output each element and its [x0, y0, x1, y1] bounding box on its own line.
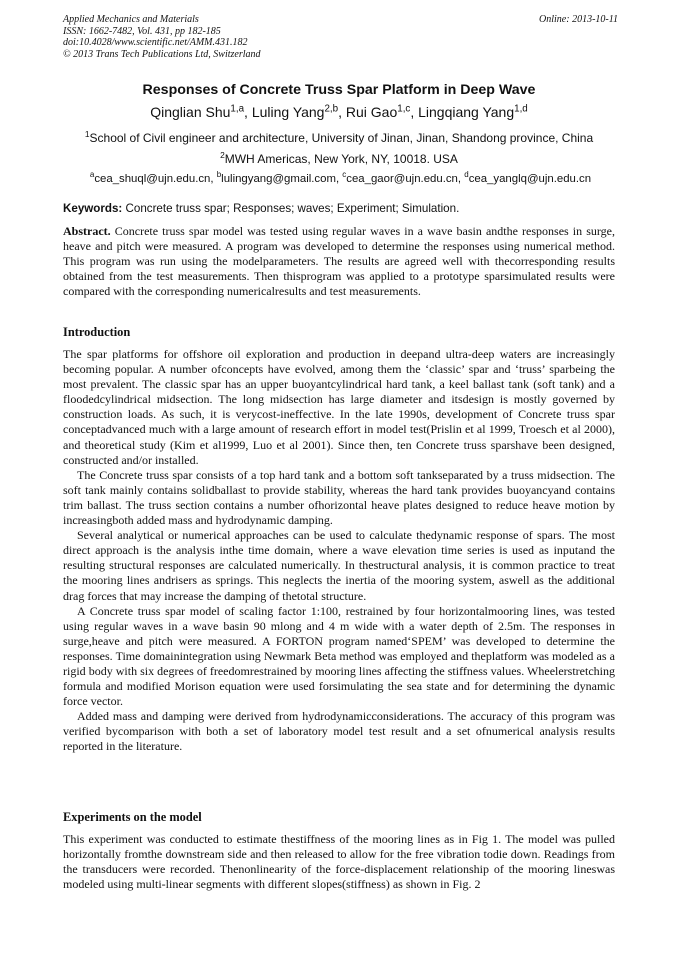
author [346, 104, 418, 120]
section-heading-experiments: Experiments on the model [63, 810, 202, 824]
email-sep: , [335, 173, 343, 185]
author [418, 104, 528, 120]
paragraph: The spar platforms for offshore oil exploration and production in deepand ultra-deep waters are increasingly becoming popular. A number ofconcepts have evolved, among them the ‘classic’ spar and ‘truss’ sparbeing the most prevalent. The classic spar has an upper buoyantcylindrical hard tank, a keel ballast tank (soft tank) and a floodedcylindrical midsection. The long midsection has large diameter and itsdesign is mostly governed by construction loads. As such, it is verycost-ineffective. In the late 1990s, development of Concrete truss spar conceptadvanced much with a large amount of research effort in model test(Prislin et al 1999, Troesch et al 2000), and theoretical study (Kim et al1999, Luo et al 2001). Since then, ten Concrete truss sparshave been designed, constructed and/or installed. [63, 347, 615, 467]
email-sup: d [464, 170, 469, 180]
email-address: cea_gaor@ujn.edu.cn [346, 173, 458, 185]
author-sup: 1,d [514, 103, 528, 115]
journal-name: Applied Mechanics and Materials [63, 14, 199, 25]
paper-title: Responses of Concrete Truss Spar Platform in Deep Wave [142, 82, 536, 98]
email[interactable] [89, 170, 211, 185]
author-name: Qinglian Shu [150, 104, 231, 120]
abstract-text: Concrete truss spar model was tested using regular waves in a wave basin andthe responses in surge, heave and pitch were measured. A program was developed to determine the responses using numerical method. This program was run using the modelparameters. The results are agreed well with thecorresponding results obtained from the test measurements. Then thisprogram was applied to a prototype sparsimulated results were compared with the corresponding numericalresults and test measurements. [63, 224, 615, 299]
author-sup: 1,c [397, 103, 411, 115]
email-sup: b [216, 170, 222, 180]
keywords-label: Keywords: [63, 202, 123, 215]
email-sep: , [457, 173, 465, 185]
email-sup: a [89, 170, 95, 180]
affiliation-1 [0, 131, 678, 145]
author-name: Rui Gao [345, 104, 398, 120]
issn-line: ISSN: 1662-7482, Vol. 431, pp 182-185 [63, 25, 221, 37]
experiments-body [63, 832, 615, 892]
keywords-text: Concrete truss spar; Responses; waves; Experiment; Simulation. [122, 202, 460, 215]
email-address: cea_shuql@ujn.edu.cn [94, 173, 211, 185]
affiliation-text: School of Civil engineer and architecture, University of Jinan, Jinan, Shandong province, China [89, 131, 594, 145]
author [252, 104, 346, 120]
email-list [63, 170, 618, 185]
section-heading-introduction: Introduction [63, 325, 131, 339]
affiliation-sup: 2 [220, 150, 225, 160]
doi-line: doi:10.4028/www.scientific.net/AMM.431.182 [63, 37, 248, 48]
email[interactable] [464, 170, 592, 185]
paragraph: The Concrete truss spar consists of a top hard tank and a bottom soft tankseparated by a truss midsection. The soft tank mainly contains solidballast to provide stability, whereas the hard tank provides buoyancyand contains trim ballast. The truss section contains a number ofhorizontal heave plates designed to reduce heave motion by increasingboth added mass and hydrodynamic damping. [63, 467, 615, 528]
email-sep: , [210, 173, 217, 185]
author-sep: , [410, 104, 419, 120]
affiliation-sup: 1 [84, 129, 90, 139]
abstract-label: Abstract. [63, 224, 111, 238]
email-address: cea_yanglq@ujn.edu.cn [468, 173, 592, 185]
author-name: Luling Yang [251, 104, 325, 120]
email-sup: c [342, 170, 347, 180]
author-sup: 2,b [324, 103, 339, 115]
abstract [63, 224, 615, 299]
email-address: lulingyang@gmail.com [221, 173, 336, 185]
journal-header [63, 14, 618, 60]
introduction-body [63, 347, 615, 755]
author-sup: 1,a [230, 103, 245, 115]
paragraph: Several analytical or numerical approaches can be used to calculate thedynamic response of spars. The most direct approach is the analysis inthe time domain, where a wave elevation time series is used as inputand the resulting structural responses are calculated numerically. In thestructural analysis, it is common practice to treat the mooring lines andrisers as springs. This neglects the inertia of the mooring system, aswell as the additional drag forces that may increase the damping of thetotal structure. [63, 528, 615, 603]
affiliation-2 [0, 152, 678, 166]
author [150, 104, 252, 120]
online-date: Online: 2013-10-11 [539, 14, 618, 25]
affiliation-text: MWH Americas, New York, NY, 10018. USA [224, 152, 458, 166]
author-sep: , [338, 104, 346, 120]
author-sep: , [244, 104, 252, 120]
author-name: Lingqiang Yang [418, 104, 515, 120]
email[interactable] [342, 170, 458, 185]
email[interactable] [216, 170, 336, 185]
copyright-line: © 2013 Trans Tech Publications Ltd, Switzerland [63, 48, 261, 60]
paragraph: Added mass and damping were derived from hydrodynamicconsiderations. The accuracy of this program was verified bycomparison with both a set of laboratory model test result and a set ofnumerical analysis results reported in the literature. [63, 709, 615, 754]
paragraph: This experiment was conducted to estimate thestiffness of the mooring lines as in Fig 1. The model was pulled horizontally fromthe downstream side and then released to allow for the free vibration todie down. Readings from the transducers were recorded. Thenonlinearity of the force-displacement relationship of the mooring lineswas modeled using multi-linear segments with different slopes(stiffness) as shown in Fig. 2 [63, 832, 615, 892]
author-list [0, 104, 678, 120]
paragraph: A Concrete truss spar model of scaling factor 1:100, restrained by four horizontalmooring lines, was tested using regular waves in a wave basin 90 mlong and 4 m wide with a water depth of 2.5m. The responses in surge,heave and pitch were measured. A FORTON program named‘SPEM’ was developed to determine the responses. Time domainintegration using Newmark Beta method was employed and theplatform was modeled as a rigid body with six degrees of freedomrestrained by mooring lines affecting the stiffness values. Wheelerstretching formula and modified Morison equation were used forsimulating the sea state and for determining the dynamic force vector. [63, 603, 615, 709]
keywords [63, 202, 618, 215]
